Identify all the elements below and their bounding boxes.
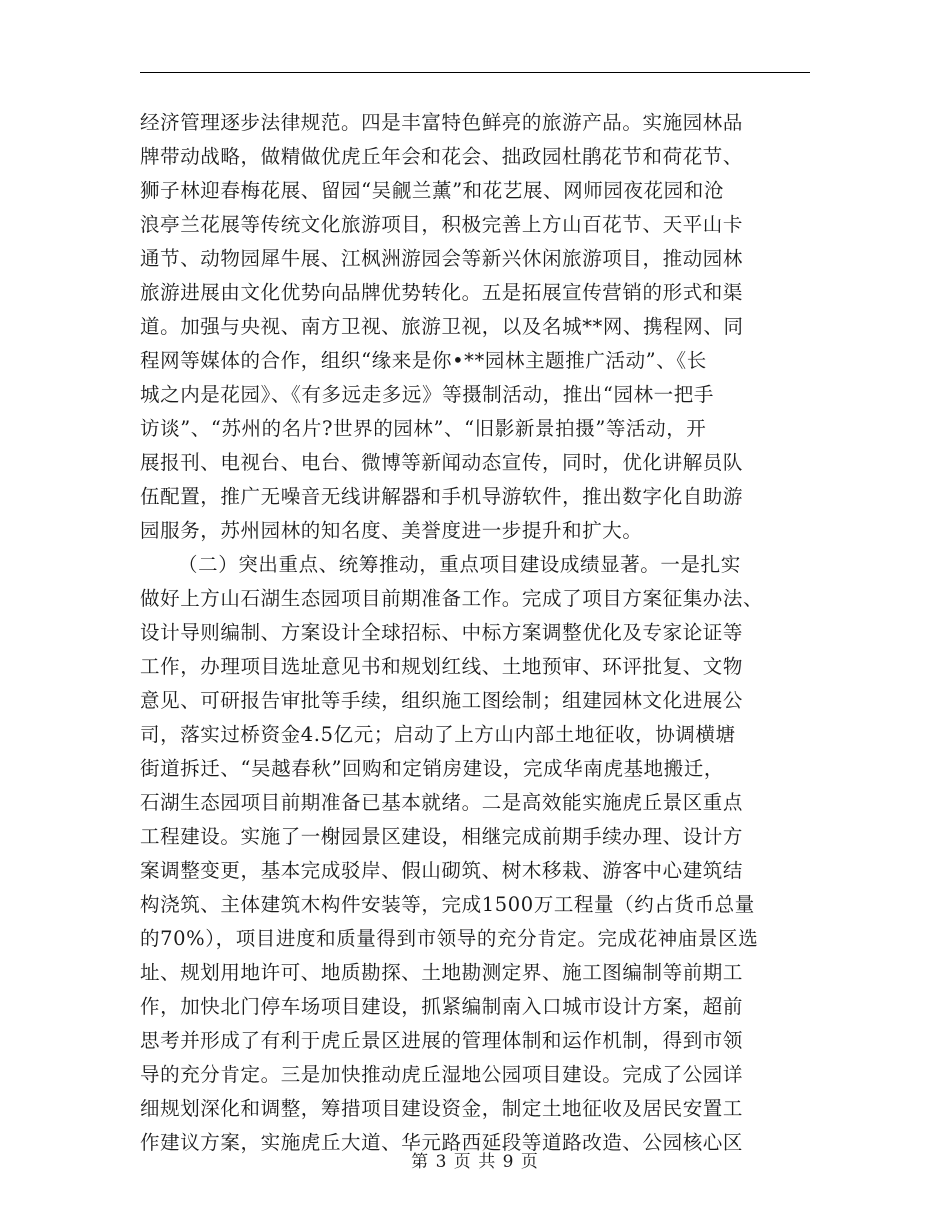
text-line: 设计导则编制、方案设计全球招标、中标方案调整优化及专家论证等 [140, 621, 744, 644]
text-line: 构浇筑、主体建筑木构件安装等，完成1500万工程量（约占货币总量 [140, 893, 755, 916]
text-line: 伍配置，推广无噪音无线讲解器和手机导游软件，推出数字化自助游 [140, 485, 744, 508]
paragraph-start-line: （二）突出重点、统筹推动，重点项目建设成绩显著。一是扎实 [178, 553, 741, 576]
text-line: 园服务，苏州园林的知名度、美誉度进一步提升和扩大。 [140, 519, 643, 542]
text-line: 旅游进展由文化优势向品牌优势转化。五是拓展宣传营销的形式和渠 [140, 281, 744, 304]
text-line: 作建议方案，实施虎丘大道、华元路西延段等道路改造、公园核心区 [140, 1131, 744, 1154]
text-line: 程网等媒体的合作，组织“缘来是你•**园林主题推广活动”、《长 [140, 349, 707, 372]
text-line: 司，落实过桥资金4.5亿元；启动了上方山内部土地征收，协调横塘 [140, 723, 736, 746]
page-number-footer: 第 3 页 共 9 页 [411, 1152, 539, 1172]
text-line: 经济管理逐步法律规范。四是丰富特色鲜亮的旅游产品。实施园林品 [140, 111, 744, 134]
text-line: 做好上方山石湖生态园项目前期准备工作。完成了项目方案征集办法、 [140, 587, 764, 610]
text-line: 址、规划用地许可、地质勘探、土地勘测定界、施工图编制等前期工 [140, 961, 744, 984]
text-line: 意见、可研报告审批等手续，组织施工图绘制；组建园林文化进展公 [140, 689, 744, 712]
text-line: 作，加快北门停车场项目建设，抓紧编制南入口城市设计方案，超前 [140, 995, 744, 1018]
text-line: 细规划深化和调整，筹措项目建设资金，制定土地征收及居民安置工 [140, 1097, 744, 1120]
text-line: 访谈”、“苏州的名片?世界的园林”、“旧影新景拍摄”等活动，开 [140, 417, 707, 440]
text-line: 狮子林迎春梅花展、留园“吴觎兰薰”和花艺展、网师园夜花园和沧 [140, 179, 724, 202]
text-line: 浪亭兰花展等传统文化旅游项目，积极完善上方山百花节、天平山卡 [140, 213, 744, 236]
text-line: 思考并形成了有利于虎丘景区进展的管理体制和运作机制，得到市领 [140, 1029, 744, 1052]
text-line: 工程建设。实施了一榭园景区建设，相继完成前期手续办理、设计方 [140, 825, 744, 848]
text-line: 牌带动战略，做精做优虎丘年会和花会、拙政园杜鹃花节和荷花节、 [140, 145, 744, 168]
text-line: 案调整变更，基本完成驳岸、假山砌筑、树木移栽、游客中心建筑结 [140, 859, 744, 882]
text-line: 道。加强与央视、南方卫视、旅游卫视，以及名城**网、携程网、同 [140, 315, 744, 338]
text-line: 石湖生态园项目前期准备已基本就绪。二是高效能实施虎丘景区重点 [140, 791, 744, 814]
text-line: 通节、动物园犀牛展、江枫洲游园会等新兴休闲旅游项目，推动园林 [140, 247, 744, 270]
text-line: 的70%），项目进度和质量得到市领导的充分肯定。完成花神庙景区选 [140, 927, 759, 950]
text-line: 导的充分肯定。三是加快推动虎丘湿地公园项目建设。完成了公园详 [140, 1063, 744, 1086]
text-line: 展报刊、电视台、电台、微博等新闻动态宣传，同时，优化讲解员队 [140, 451, 744, 474]
header-rule [140, 72, 810, 73]
text-line: 街道拆迁、“吴越春秋”回购和定销房建设，完成华南虎基地搬迁， [140, 757, 724, 780]
text-line: 工作，办理项目选址意见书和规划红线、土地预审、环评批复、文物 [140, 655, 744, 678]
body-text [140, 106, 812, 1160]
text-line: 城之内是花园》、《有多远走多远》等摄制活动，推出“园林一把手 [140, 383, 714, 406]
